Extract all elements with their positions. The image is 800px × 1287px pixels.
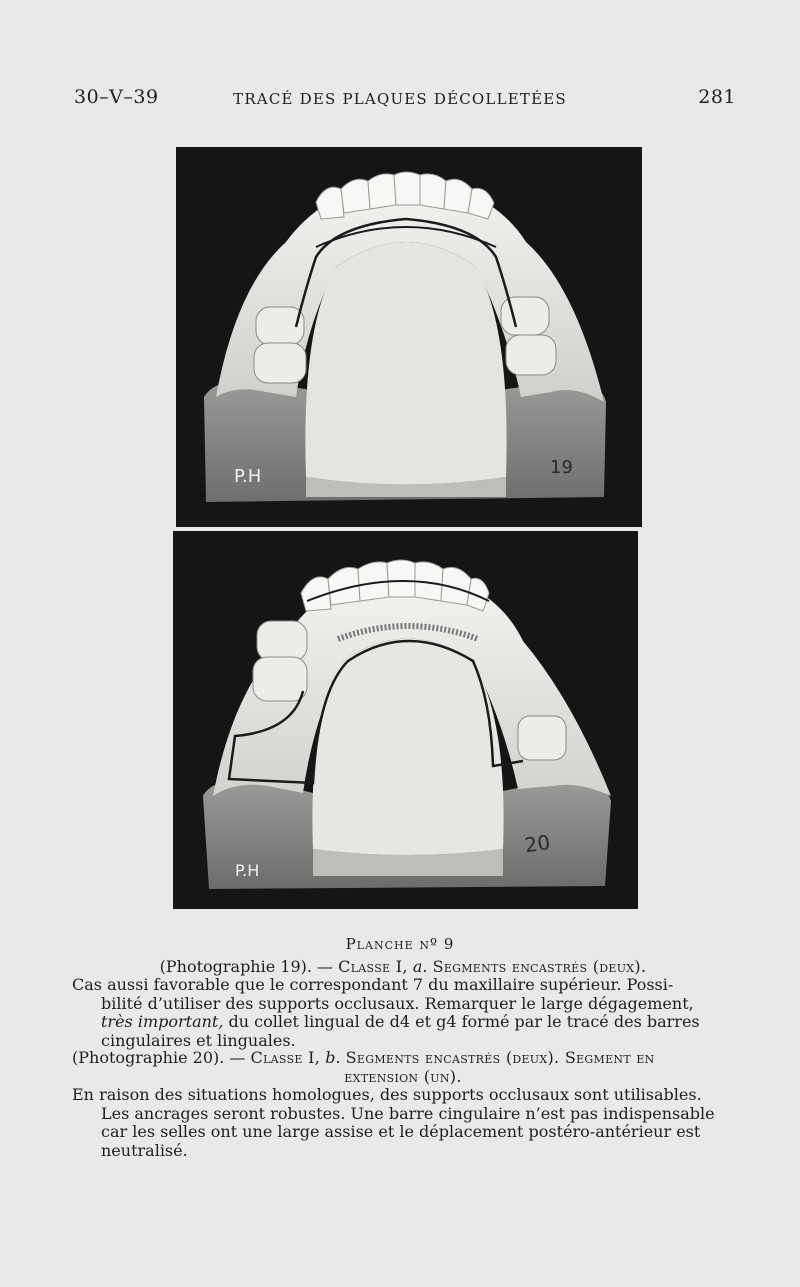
dental-cast-illustration-19 [176, 147, 642, 527]
photo-19-class-letter: a. [412, 957, 428, 976]
dental-cast-illustration-20 [173, 531, 638, 909]
photo-20-extension: extension (un). [344, 1067, 462, 1086]
photo-20-text-line-3: car les selles ont une large assise et le déplacement postéro-antérieur est [101, 1122, 701, 1141]
page-header-date: 30–V–39 [74, 86, 159, 108]
photo-19-ref: (Photographie 19). — [159, 957, 334, 976]
photo-19-caption-body [72, 976, 734, 1050]
photo-20-text-line-4: neutralisé. [101, 1140, 188, 1160]
photograph-20 [173, 531, 638, 909]
plate-title: Planche nº 9 [345, 935, 455, 953]
photo-19-class: Classe I, [338, 957, 408, 976]
photo-20-caption-heading [72, 1049, 734, 1068]
photo-number-19: 19 [550, 457, 573, 478]
photo-initials-20: P.H [235, 861, 260, 880]
photo-19-text-line-2: bilité d’utiliser des supports occlusaux. Remarquer le large dégagement, [101, 993, 694, 1013]
photo-19-text-line-3 [72, 1013, 734, 1032]
photo-20-text-line-1: En raison des situations homologues, des supports occlusaux sont utilisables. [72, 1085, 702, 1104]
photo-20-segments: Segments encastrés (deux). Segment en [345, 1048, 655, 1067]
page-header-title: TRACÉ DES PLAQUES DÉCOLLETÉES [233, 90, 567, 108]
photo-19-caption-heading [72, 958, 734, 977]
photo-20-class: Classe I, [250, 1048, 321, 1067]
photo-19-emphasis: très important, [101, 1012, 224, 1031]
photo-19-text-line-4: cingulaires et linguales. [101, 1030, 296, 1050]
photo-19-segments: Segments encastrés (deux). [432, 957, 647, 976]
photograph-19 [176, 147, 642, 527]
photo-20-caption-body [72, 1086, 734, 1160]
page-number: 281 [698, 86, 736, 108]
photo-20-class-letter: b. [325, 1048, 341, 1067]
photo-19-text-line-3-rest: du collet lingual de d4 et g4 formé par le tracé des barres [223, 1012, 700, 1031]
photo-initials-19: P.H [234, 466, 262, 487]
photo-number-20: 20 [523, 829, 552, 858]
photo-20-text-line-2: Les ancrages seront robustes. Une barre cingulaire n’est pas indispensable [101, 1103, 715, 1123]
photo-19-text-line-1: Cas aussi favorable que le correspondant 7 du maxillaire supérieur. Possi- [72, 975, 674, 994]
photo-20-ref: (Photographie 20). — [72, 1048, 246, 1067]
